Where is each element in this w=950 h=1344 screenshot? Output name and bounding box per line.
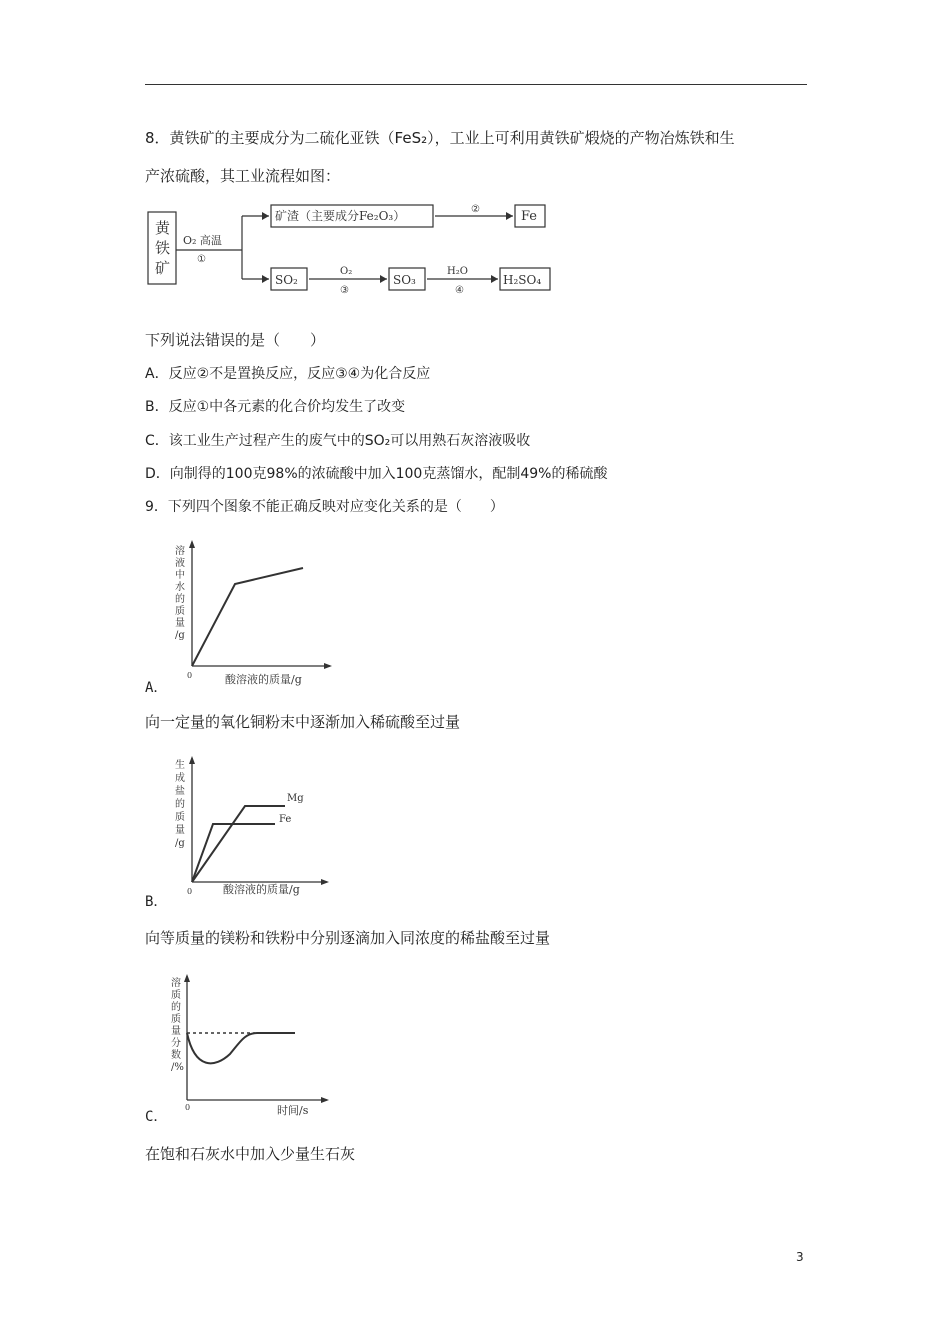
svg-text:水: 水 xyxy=(175,582,185,593)
q8-stem-line2: 产浓硫酸，其工业流程如图： xyxy=(145,167,341,185)
svg-text:/g: /g xyxy=(175,838,185,849)
graph-a-caption: 向一定量的氧化铜粉末中逐渐加入稀硫酸至过量 xyxy=(145,713,461,731)
svg-text:质: 质 xyxy=(175,812,185,823)
svg-text:成: 成 xyxy=(175,773,185,784)
graph-a-label: A． xyxy=(145,680,168,696)
page-number: 3 xyxy=(796,1250,804,1264)
q8-option-a: A．反应②不是置换反应，反应③④为化合反应 xyxy=(145,366,431,382)
graph-c-ylabel xyxy=(171,976,184,1073)
svg-text:量: 量 xyxy=(171,1026,181,1037)
q8-option-d: D．向制得的100克98%的浓硫酸中加入100克蒸馏水，配制49%的稀硫酸 xyxy=(145,466,608,482)
graph-a xyxy=(165,538,345,688)
graph-c-origin: 0 xyxy=(185,1103,191,1112)
q9-stem: 9．下列四个图象不能正确反映对应变化关系的是（ ） xyxy=(145,499,504,515)
step3-condition: O₂ xyxy=(340,266,353,277)
step1-condition: O₂ 高温 xyxy=(183,234,222,247)
svg-text:盐: 盐 xyxy=(175,786,185,797)
step2-number: ② xyxy=(471,204,480,215)
series-fe-label: Fe xyxy=(279,814,292,825)
graph-c xyxy=(165,970,345,1120)
ore-char-2: 铁 xyxy=(155,239,171,257)
graph-c-xlabel: 时间/s xyxy=(277,1104,309,1117)
svg-text:量: 量 xyxy=(175,618,185,629)
header-rule xyxy=(145,84,807,85)
ore-char-3: 矿 xyxy=(155,259,171,277)
svg-text:生: 生 xyxy=(175,760,185,771)
graph-c-caption: 在饱和石灰水中加入少量生石灰 xyxy=(145,1145,356,1163)
svg-text:分: 分 xyxy=(171,1038,181,1049)
graph-b-xlabel: 酸溶液的质量/g xyxy=(223,883,300,896)
svg-text:质: 质 xyxy=(171,1014,181,1025)
q8-question: 下列说法错误的是（ ） xyxy=(145,331,326,349)
so2-label: SO₂ xyxy=(275,273,298,287)
ore-char-1: 黄 xyxy=(155,219,171,237)
step3-number: ③ xyxy=(340,285,349,296)
h2so4-label: H₂SO₄ xyxy=(503,273,542,287)
svg-text:质: 质 xyxy=(175,606,185,617)
svg-text:中: 中 xyxy=(175,570,185,581)
graph-b-ylabel xyxy=(175,758,185,849)
svg-text:/%: /% xyxy=(171,1062,184,1073)
svg-text:数: 数 xyxy=(171,1050,181,1061)
graph-b-origin: 0 xyxy=(187,887,193,896)
graph-a-xlabel: 酸溶液的质量/g xyxy=(225,673,302,686)
graph-b xyxy=(165,754,345,904)
q8-stem-line1: 8．黄铁矿的主要成分为二硫化亚铁（FeS₂），工业上可利用黄铁矿煅烧的产物冶炼铁和生 xyxy=(145,129,735,147)
fe-line xyxy=(192,824,275,882)
slag-label: 矿渣（主要成分Fe₂O₃） xyxy=(275,209,406,223)
q8-option-b: B．反应①中各元素的化合价均发生了改变 xyxy=(145,399,406,415)
q8-option-c: C．该工业生产过程产生的废气中的SO₂可以用熟石灰溶液吸收 xyxy=(145,433,531,449)
svg-text:的: 的 xyxy=(171,1002,181,1013)
svg-text:/g: /g xyxy=(175,630,185,641)
graph-b-caption: 向等质量的镁粉和铁粉中分别逐滴加入同浓度的稀盐酸至过量 xyxy=(145,929,551,947)
series-mg-label: Mg xyxy=(287,793,304,804)
graph-a-ylabel xyxy=(175,544,185,641)
svg-text:溶: 溶 xyxy=(171,978,181,989)
flow-diagram xyxy=(145,200,565,295)
step1-number: ① xyxy=(197,254,206,265)
graph-c-label: C． xyxy=(145,1109,168,1125)
svg-text:溶: 溶 xyxy=(175,546,185,557)
svg-text:的: 的 xyxy=(175,799,185,810)
svg-text:液: 液 xyxy=(175,558,185,569)
svg-text:量: 量 xyxy=(175,825,185,836)
graph-a-origin: 0 xyxy=(187,671,193,680)
step4-condition: H₂O xyxy=(447,266,468,277)
so3-label: SO₃ xyxy=(393,273,416,287)
iron-label: Fe xyxy=(521,209,538,224)
step4-number: ④ xyxy=(455,285,464,296)
svg-text:的: 的 xyxy=(175,594,185,605)
graph-b-label: B． xyxy=(145,894,168,910)
svg-text:质: 质 xyxy=(171,990,181,1001)
